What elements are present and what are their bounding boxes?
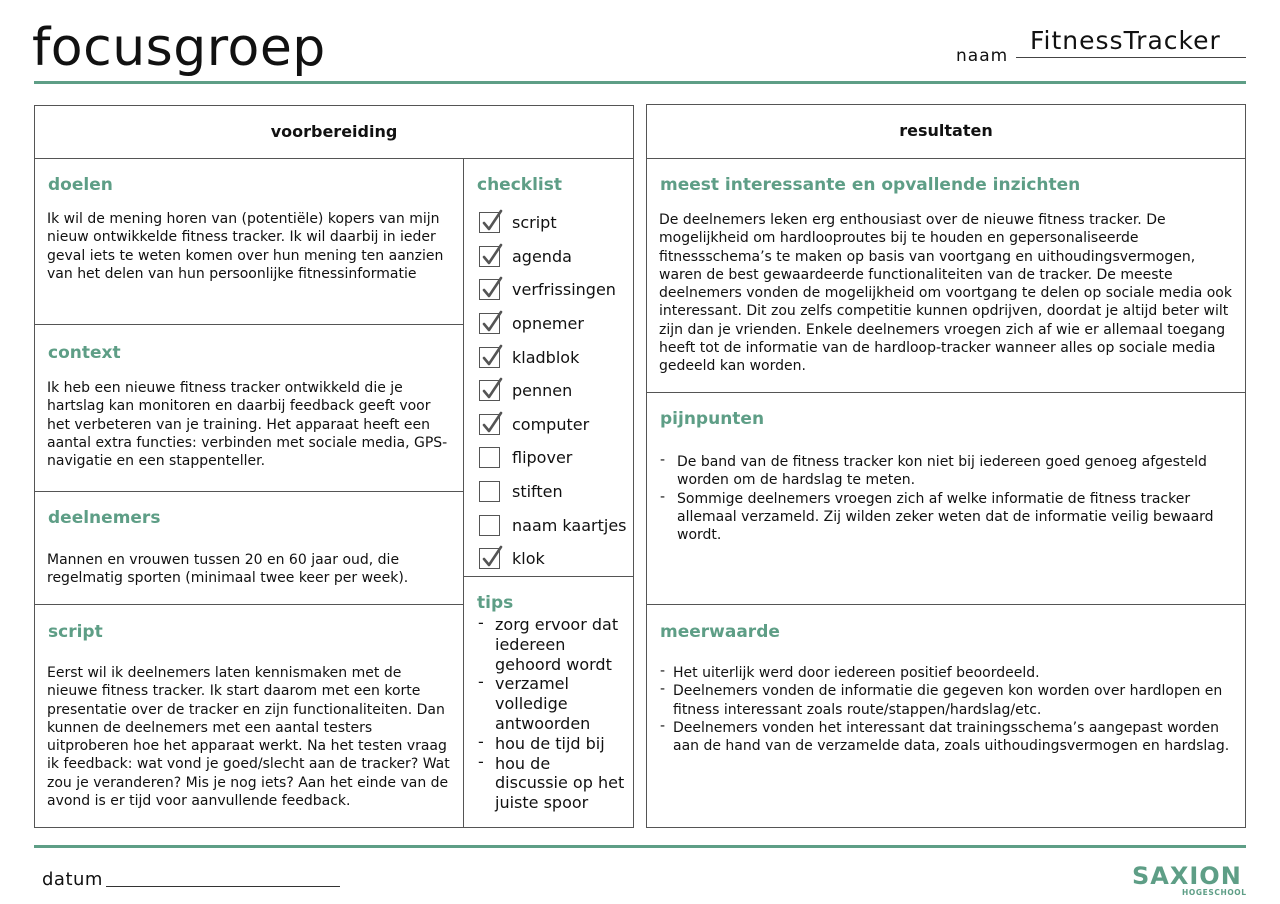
checkbox[interactable] [479,347,500,368]
page-title: focusgroep [32,18,326,78]
participants-text: Mannen en vrouwen tussen 20 en 60 jaar oud, die regelmatig sporten (minimaal twee keer per week). [47,552,409,587]
tips-list [477,615,629,813]
checklist-item-label: verfrissingen [512,280,616,300]
checklist-item-label: agenda [512,246,572,266]
tip-item: - zorg ervoor dat iedereen gehoord wordt [477,615,629,674]
checkbox[interactable] [479,212,500,233]
checklist-item [479,273,627,307]
pain-point-item: - Sommige deelnemers vroegen zich af welke informatie de fitness tracker allemaal verzameld. Zij wilden zeker weten dat de informatie veilig bewaard wordt. [659,490,1239,545]
checkmark-icon [480,276,503,301]
top-divider [34,81,1246,84]
insights-text: De deelnemers leken erg enthousiast over de nieuwe fitness tracker. De mogelijkheid om hardlooproutes bij te houden en gepersonaliseerde fitnessschema’s te maken op basis van voortgang en uithoudingsvermogen, waren de best gewaardeerde functionaliteiten van de tracker. De meeste deelnemers vonden de mogelijkheid om voortgang te delen op sociale media ook interessant. Dit zou zelfs competitie kunnen opdrijven, doordat je altijd beter wilt zijn dan je vrienden. Enkele deelnemers vroegen zich af wie er allemaal toegang heeft tot de informatie van de hardloop-tracker wanneer alles op sociale media gedeeld kan worden. [659,212,1232,375]
context-title: context [48,343,121,363]
checkmark-icon [480,344,503,369]
preparation-header-divider [34,158,634,159]
logo-wordmark: SAXION [1132,862,1242,890]
participants-divider [34,604,463,605]
participants-title: deelnemers [48,508,161,528]
checkbox[interactable] [479,313,500,334]
tip-item: - hou de discussie op het juiste spoor [477,754,629,813]
bottom-divider [34,845,1246,848]
name-label: naam [956,46,1009,66]
name-value: FitnessTracker [1030,26,1221,55]
insights-divider [646,392,1246,393]
checklist-item [479,240,627,274]
tips-title: tips [477,593,514,613]
checkmark-icon [480,411,503,436]
checklist-item [479,340,627,374]
checklist-item-label: opnemer [512,314,584,334]
checklist-item-label: klok [512,549,545,569]
checkmark-icon [480,545,503,570]
checkbox[interactable] [479,481,500,502]
added-value-item: - Deelnemers vonden de informatie die gegeven kon worden over hardlopen en fitness interessant zoals route/stappen/hardslag/etc. [659,682,1239,719]
checklist-item [479,542,627,576]
goals-divider [34,324,463,325]
saxion-logo [1130,862,1248,902]
pain-point-item: - De band van de fitness tracker kon niet bij iedereen goed genoeg afgesteld worden om de hardslag te meten. [659,453,1239,490]
insights-title: meest interessante en opvallende inzichten [660,175,1081,195]
checklist-item-label: computer [512,414,590,434]
context-divider [34,491,463,492]
checklist-item-label: script [512,213,557,233]
date-underline[interactable] [106,886,340,887]
goals-title: doelen [48,175,113,195]
script-text: Eerst wil ik deelnemers laten kennismaken met de nieuwe fitness tracker. Ik start daarom met een korte presentatie over de tracker en zijn functionaliteiten. Dan kunnen de deelnemers met een aantal testers uitproberen hoe het apparaat werkt. Na het testen vraag ik feedback: wat vond je goed/slecht aan de tracker? Wat zou je veranderen? Mis je nog iets? Aan het einde van de avond is er tijd voor aanvullende feedback. [47,665,450,810]
checklist-item [479,206,627,240]
checkbox[interactable] [479,548,500,569]
pain-points-list [659,453,1239,544]
checklist-item-label: flipover [512,448,573,468]
date-label: datum [42,869,103,890]
name-underline [1016,57,1246,58]
added-value-list [659,664,1239,755]
checklist-item [479,441,627,475]
checklist-item [479,307,627,341]
checkmark-icon [480,243,503,268]
results-heading: resultaten [899,121,993,140]
pain-points-divider [646,604,1246,605]
results-header-divider [646,158,1246,159]
checklist [479,206,627,576]
checklist-item-label: stiften [512,482,563,502]
checkbox[interactable] [479,279,500,300]
script-title: script [48,622,103,642]
checklist-item-label: naam kaartjes [512,515,627,535]
checklist-item [479,408,627,442]
context-text: Ik heb een nieuwe fitness tracker ontwikkeld die je hartslag kan monitoren en daarbij feedback geeft voor het verbeteren van je training. Het apparaat heeft een aantal extra functies: verbinden met sociale media, GPS- navigatie en een stappenteller. [47,380,448,470]
checklist-item-label: kladblok [512,347,580,367]
checklist-divider [463,576,634,577]
checklist-item-label: pennen [512,381,573,401]
checkmark-icon [480,310,503,335]
checkbox[interactable] [479,380,500,401]
checkmark-icon [480,377,503,402]
checkbox[interactable] [479,447,500,468]
preparation-heading: voorbereiding [270,122,398,141]
checklist-item [479,475,627,509]
checklist-title: checklist [477,175,562,195]
preparation-column-divider [463,158,464,828]
tip-item: - verzamel volledige antwoorden [477,674,629,733]
logo-subtitle: HOGESCHOOL [1182,888,1247,897]
goals-text: Ik wil de mening horen van (potentiële) kopers van mijn nieuw ontwikkelde fitness tracker. Ik wil daarbij in ieder geval iets te weten komen over hun mening ten aanzien van het delen van hun persoonlijke fitnessinformatie [47,211,444,282]
added-value-item: - Deelnemers vonden het interessant dat trainingsschema’s aangepast worden aan de hand van de verzamelde data, zoals uithoudingsvermogen en hardslag. [659,719,1239,756]
checkmark-icon [480,209,503,234]
added-value-item: - Het uiterlijk werd door iedereen positief beoordeeld. [659,664,1239,682]
checklist-item [479,508,627,542]
checkbox[interactable] [479,414,500,435]
added-value-title: meerwaarde [660,622,780,642]
checkbox[interactable] [479,246,500,267]
checkbox[interactable] [479,515,500,536]
pain-points-title: pijnpunten [660,409,765,429]
checklist-item [479,374,627,408]
tip-item: - hou de tijd bij [477,734,629,754]
